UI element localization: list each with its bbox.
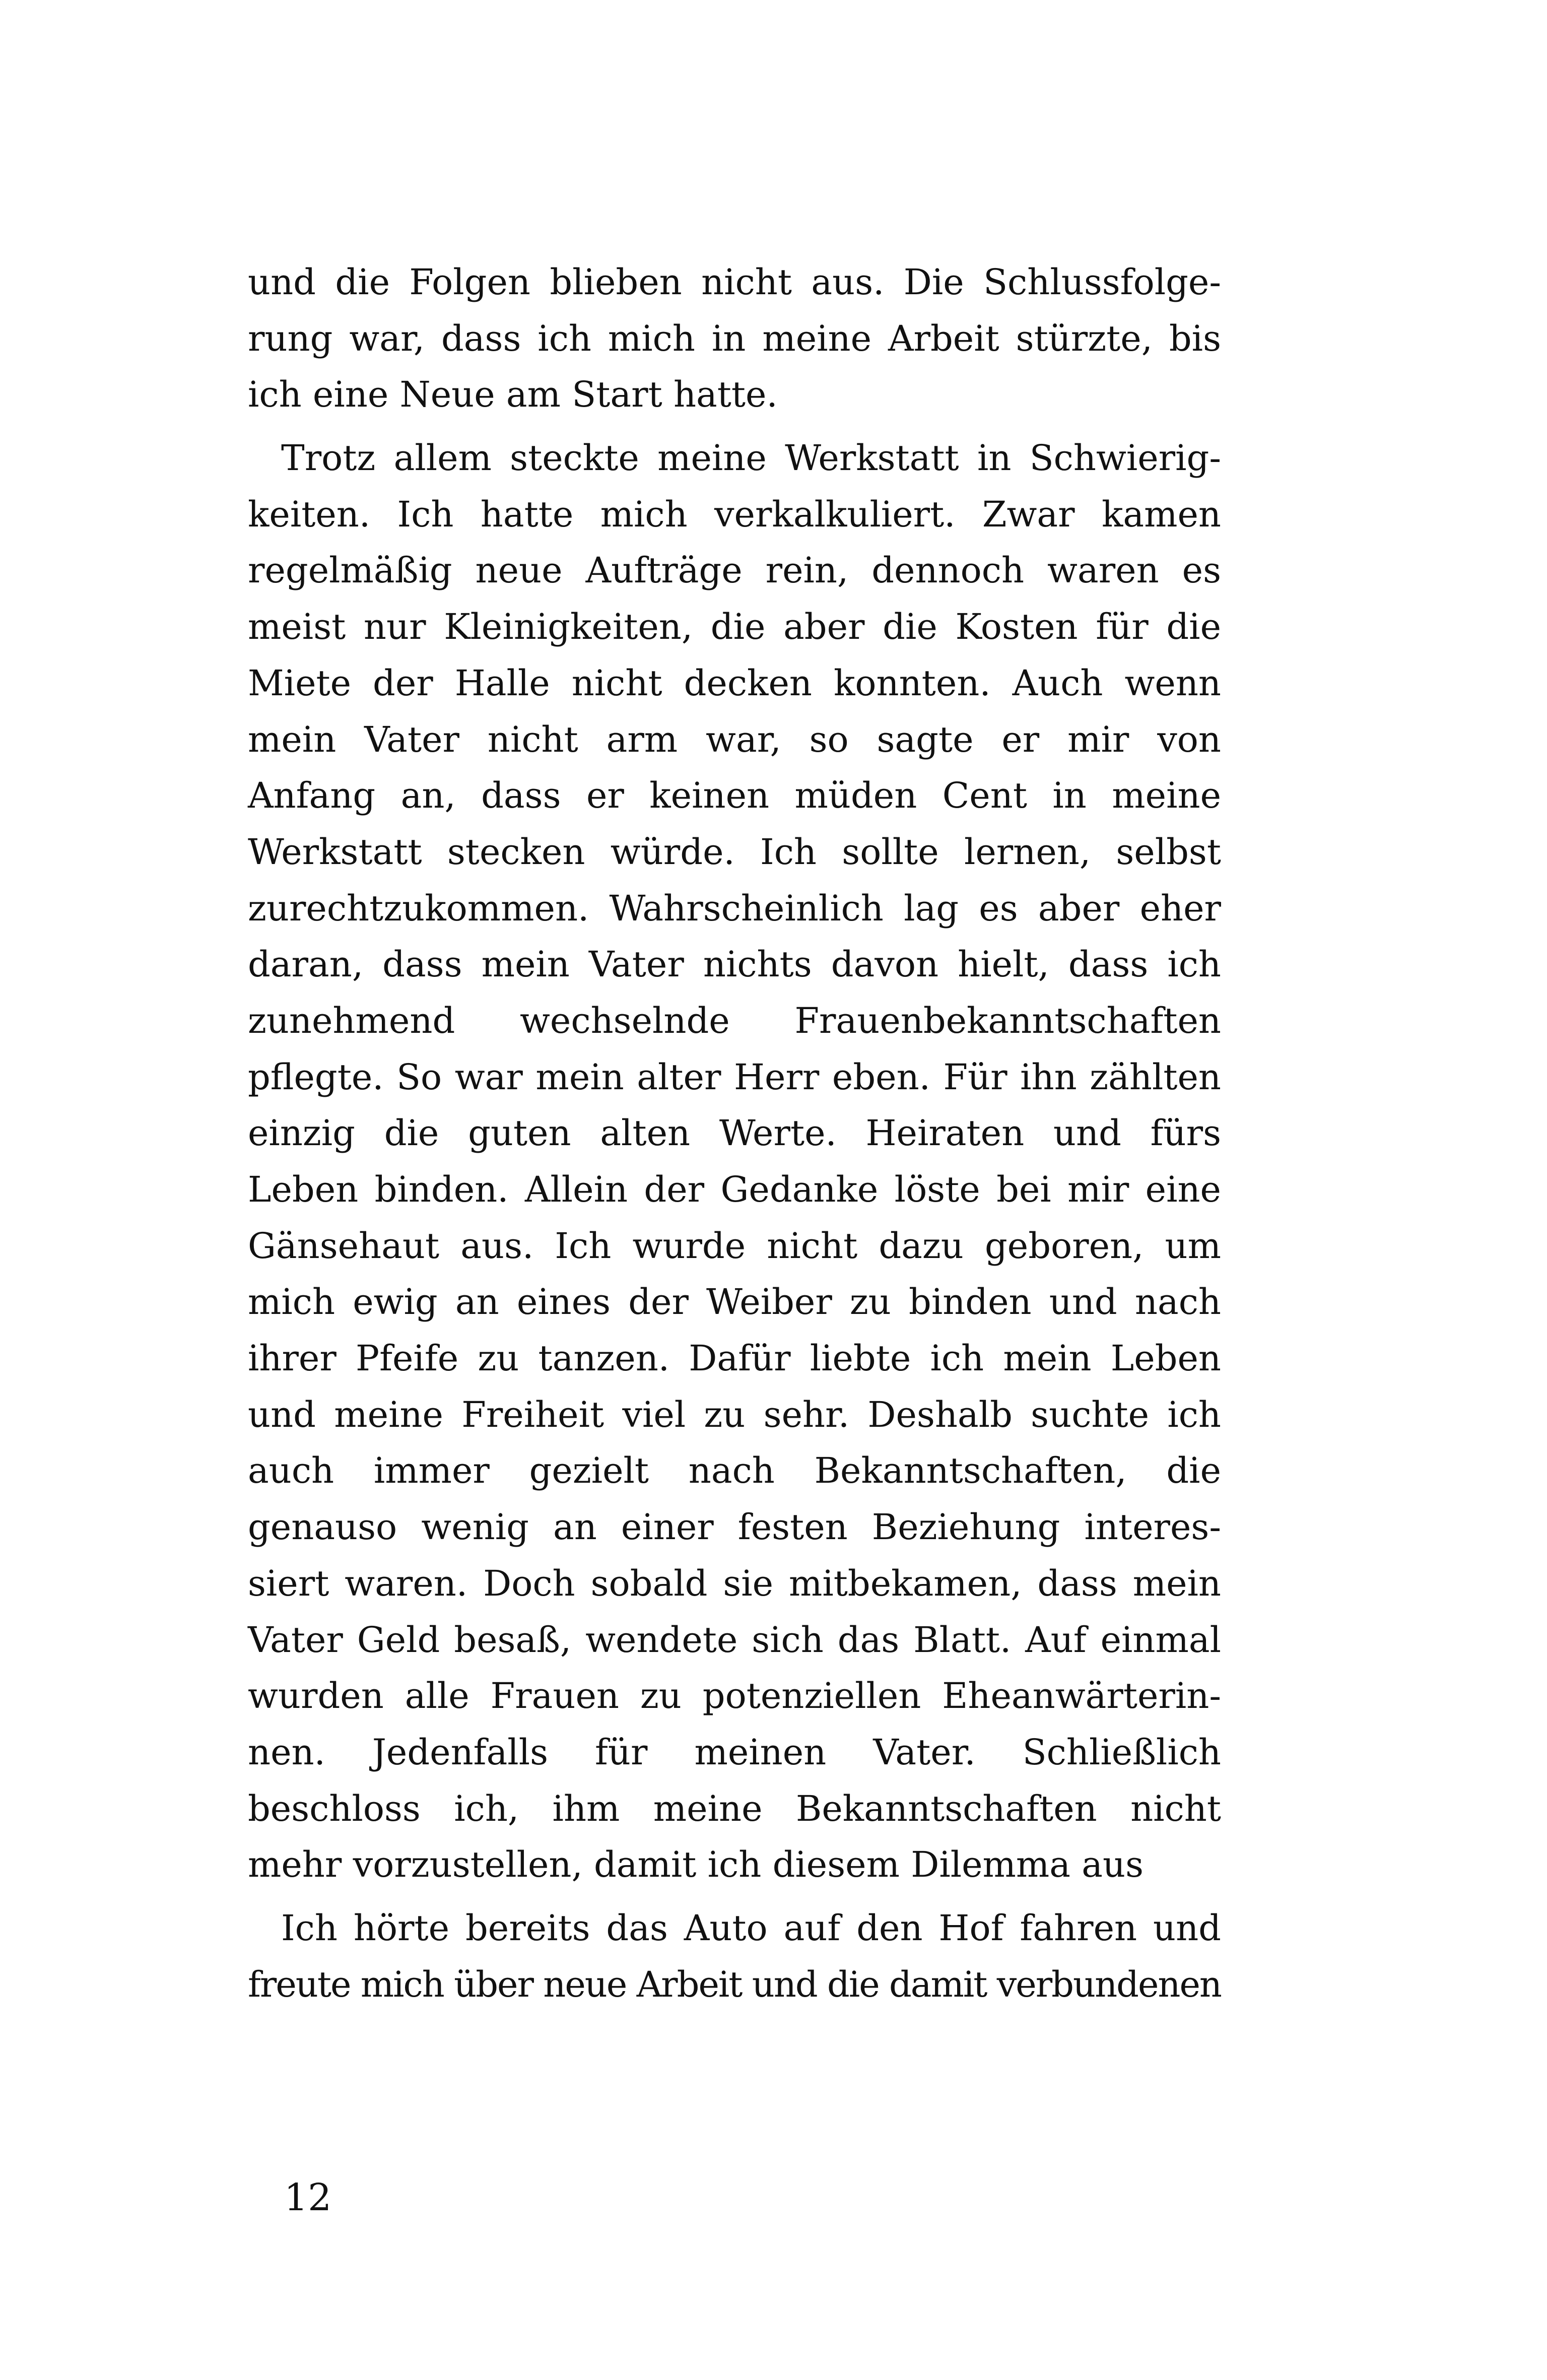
text-line: auch immer gezielt nach Bekanntschaften, die	[248, 1450, 1221, 1492]
text-line: beschloss ich, ihm meine Bekanntschaften nicht	[248, 1788, 1221, 1829]
text-line: Miete der Halle nicht decken konnten. Auch wenn	[248, 662, 1221, 704]
text-line: daran, dass mein Vater nichts davon hielt, dass ich	[248, 944, 1221, 985]
text-line: nen. Jedenfalls für meinen Vater. Schließlich	[248, 1731, 1221, 1773]
paragraph-1	[248, 254, 1221, 423]
text-line: einzig die guten alten Werte. Heiraten und fürs	[248, 1112, 1221, 1154]
text-line: rung war, dass ich mich in meine Arbeit stürzte, bis	[248, 317, 1221, 359]
paragraph-3	[248, 1900, 1221, 2013]
text-line: freute mich über neue Arbeit und die damit verbundenen	[248, 1963, 1221, 2005]
page-number: 12	[284, 2176, 332, 2219]
text-line: mich ewig an eines der Weiber zu binden und nach	[248, 1281, 1221, 1323]
text-line: Vater Geld besaß, wendete sich das Blatt. Auf einmal	[248, 1619, 1221, 1661]
text-line: Anfang an, dass er keinen müden Cent in meine	[248, 775, 1221, 817]
text-line: Gänsehaut aus. Ich wurde nicht dazu geboren, um	[248, 1225, 1221, 1267]
text-line: Ich hörte bereits das Auto auf den Hof fahren und	[281, 1907, 1221, 1949]
text-line: mehr vorzustellen, damit ich diesem Dilemma aus	[248, 1844, 1144, 1886]
text-line: pflegte. So war mein alter Herr eben. Für ihn zählten	[248, 1056, 1221, 1098]
text-line: und die Folgen blieben nicht aus. Die Schlussfolge-	[248, 261, 1221, 303]
text-line: regelmäßig neue Aufträge rein, dennoch waren es	[248, 550, 1221, 591]
text-line: siert waren. Doch sobald sie mitbekamen, dass mein	[248, 1562, 1221, 1604]
text-line: zunehmend wechselnde Frauenbekanntschaften	[248, 1000, 1221, 1041]
text-line: Werkstatt stecken würde. Ich sollte lernen, selbst	[248, 831, 1221, 873]
text-line: meist nur Kleinigkeiten, die aber die Kosten für die	[248, 606, 1221, 648]
text-line: Leben binden. Allein der Gedanke löste bei mir eine	[248, 1169, 1221, 1210]
text-line: zurechtzukommen. Wahrscheinlich lag es aber eher	[248, 887, 1221, 929]
text-line: wurden alle Frauen zu potenziellen Eheanwärterin-	[248, 1675, 1221, 1717]
text-line: ich eine Neue am Start hatte.	[248, 374, 778, 416]
text-line: und meine Freiheit viel zu sehr. Deshalb suchte ich	[248, 1394, 1221, 1435]
text-line: mein Vater nicht arm war, so sagte er mir von	[248, 718, 1221, 760]
paragraph-2	[248, 430, 1221, 1893]
text-line: genauso wenig an einer festen Beziehung interes-	[248, 1506, 1221, 1548]
text-line: Trotz allem steckte meine Werkstatt in Schwierig-	[281, 437, 1221, 479]
text-line: ihrer Pfeife zu tanzen. Dafür liebte ich mein Leben	[248, 1338, 1221, 1379]
text-line: keiten. Ich hatte mich verkalkuliert. Zwar kamen	[248, 493, 1221, 535]
body-text	[248, 254, 1221, 2013]
